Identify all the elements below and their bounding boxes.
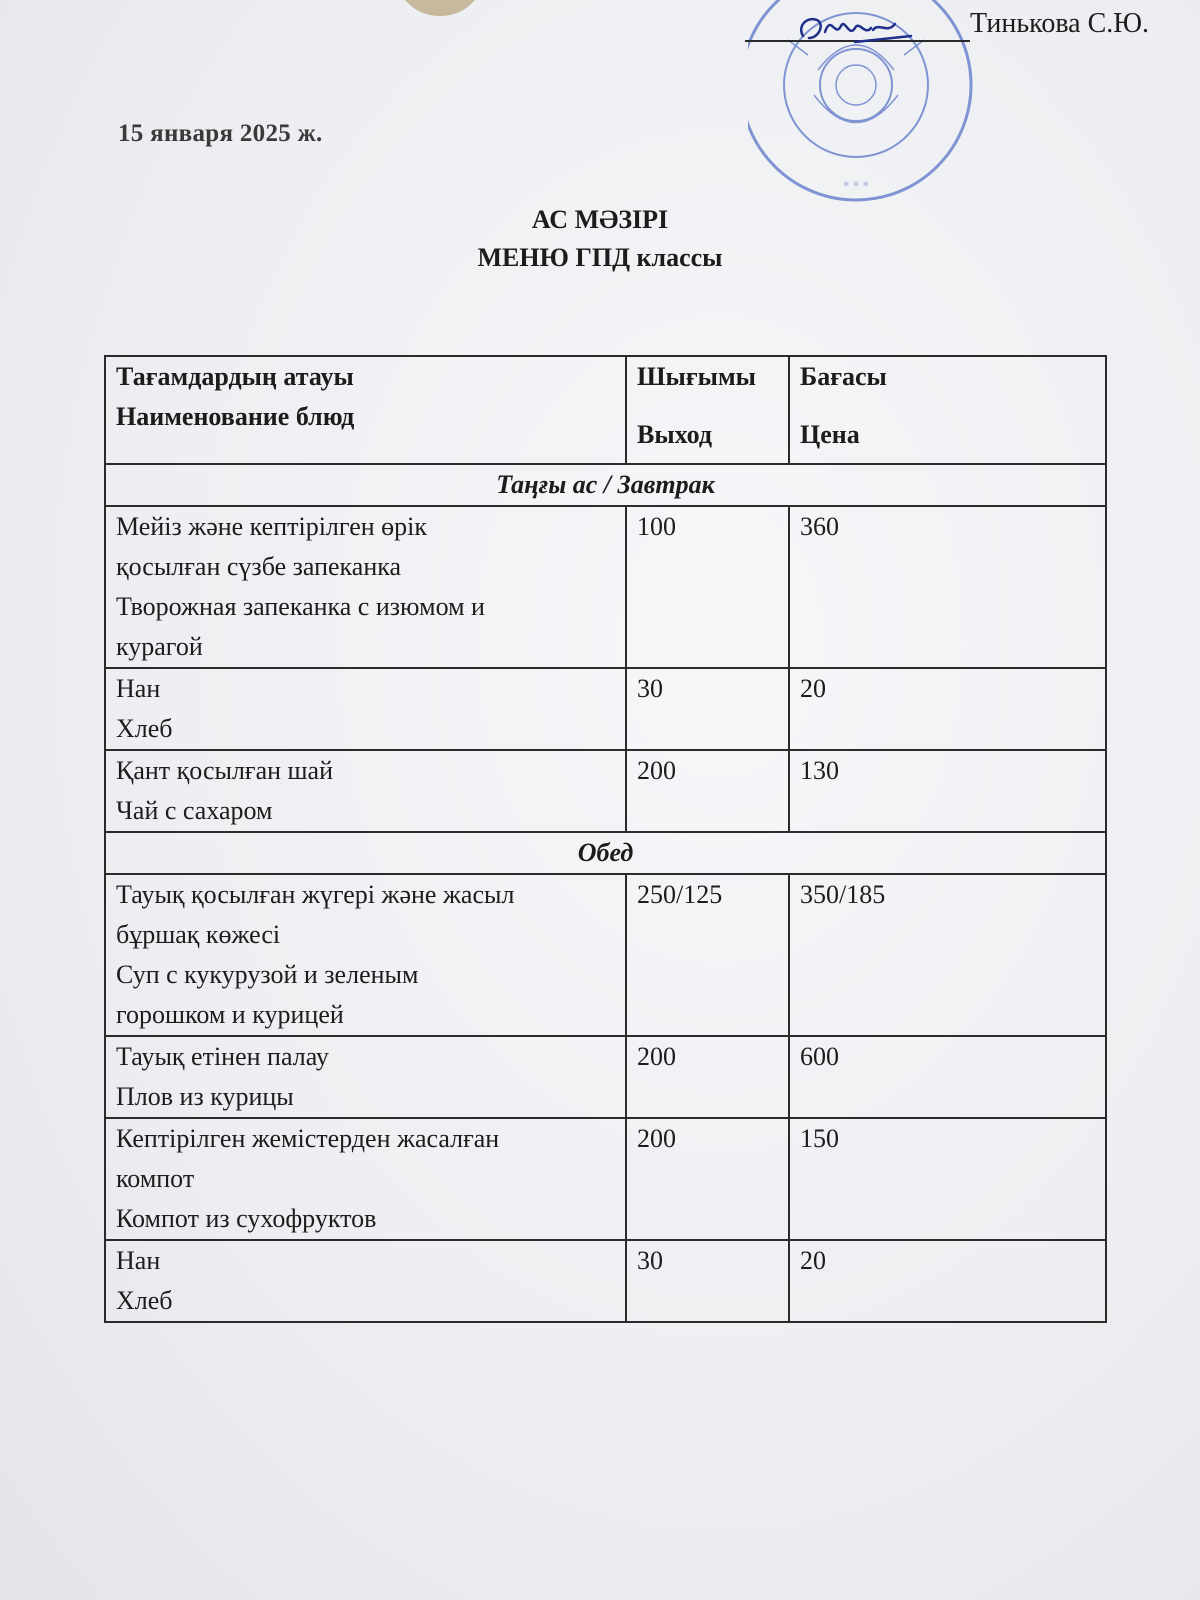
header-yield-ru: Выход (637, 420, 713, 449)
table-row (105, 1036, 1106, 1118)
table-row (105, 750, 1106, 832)
dish-name-cell (105, 506, 626, 668)
header-price-ru: Цена (800, 420, 860, 449)
table-row (105, 1118, 1106, 1240)
table-row (105, 506, 1106, 668)
dish-name-cell (105, 1036, 626, 1118)
table-header-row (105, 356, 1106, 464)
section-title: Таңғы ас / Завтрак (105, 464, 1106, 506)
svg-text:* * *: * * * (843, 179, 869, 193)
menu-table-body (105, 464, 1106, 1322)
dish-name-line: Тауық етінен палау (116, 1042, 329, 1071)
dish-name-line: курагой (116, 632, 203, 661)
table-row (105, 874, 1106, 1036)
header-dish-name (105, 356, 626, 464)
paper-clip (395, 0, 485, 16)
header-dish-name-kk: Тағамдардың атауы (116, 362, 354, 391)
menu-table (104, 355, 1107, 1323)
header-price-kk: Бағасы (800, 362, 887, 391)
section-title: Обед (105, 832, 1106, 874)
dish-name-line: Компот из сухофруктов (116, 1204, 377, 1233)
dish-yield-cell: 30 (626, 1240, 789, 1322)
dish-yield-cell: 100 (626, 506, 789, 668)
menu-title-ru: МЕНЮ ГПД класcы (477, 243, 723, 272)
dish-name-line: Мейіз және кептірілген өрік (116, 512, 428, 541)
dish-name-cell (105, 1118, 626, 1240)
section-row (105, 832, 1106, 874)
dish-price-cell: 20 (789, 1240, 1106, 1322)
dish-price-cell: 360 (789, 506, 1106, 668)
dish-name-cell (105, 874, 626, 1036)
dish-name-cell (105, 750, 626, 832)
dish-name-line: Хлеб (116, 714, 173, 743)
header-price (789, 356, 1106, 464)
menu-title-kk: АС МӘЗІРІ (531, 205, 669, 234)
document-date: 15 января 2025 ж. (118, 120, 323, 147)
dish-yield-cell: 250/125 (626, 874, 789, 1036)
signer-name: Тинькова С.Ю. (970, 8, 1150, 39)
dish-name-line: Нан (116, 674, 161, 703)
dish-price-cell: 600 (789, 1036, 1106, 1118)
dish-yield-cell: 200 (626, 750, 789, 832)
dish-yield-cell: 30 (626, 668, 789, 750)
dish-name-line: Нан (116, 1246, 161, 1275)
dish-name-cell (105, 668, 626, 750)
dish-name-line: Хлеб (116, 1286, 173, 1315)
dish-name-line: Чай с сахаром (116, 796, 273, 825)
dish-name-line: компот (116, 1164, 195, 1193)
dish-name-line: Тауық қосылған жүгері және жасыл (116, 880, 515, 909)
section-row (105, 464, 1106, 506)
header-yield-kk: Шығымы (637, 362, 756, 391)
table-row (105, 668, 1106, 750)
dish-price-cell: 130 (789, 750, 1106, 832)
dish-name-cell (105, 1240, 626, 1322)
dish-price-cell: 150 (789, 1118, 1106, 1240)
dish-name-line: горошком и курицей (116, 1000, 344, 1029)
dish-yield-cell: 200 (626, 1036, 789, 1118)
dish-name-line: Кептірілген жемістерден жасалған (116, 1124, 500, 1153)
header-yield (626, 356, 789, 464)
dish-name-line: бұршақ көжесі (116, 920, 281, 949)
handwritten-signature (795, 8, 915, 48)
dish-price-cell: 350/185 (789, 874, 1106, 1036)
table-row (105, 1240, 1106, 1322)
dish-yield-cell: 200 (626, 1118, 789, 1240)
dish-name-line: Қант қосылған шай (116, 756, 334, 785)
dish-price-cell: 20 (789, 668, 1106, 750)
header-dish-name-ru: Наименование блюд (116, 402, 355, 431)
dish-name-line: қосылған сүзбе запеканка (116, 552, 402, 581)
dish-name-line: Суп с кукурузой и зеленым (116, 960, 419, 989)
dish-name-line: Плов из курицы (116, 1082, 294, 1111)
dish-name-line: Творожная запеканка с изюмом и (116, 592, 485, 621)
